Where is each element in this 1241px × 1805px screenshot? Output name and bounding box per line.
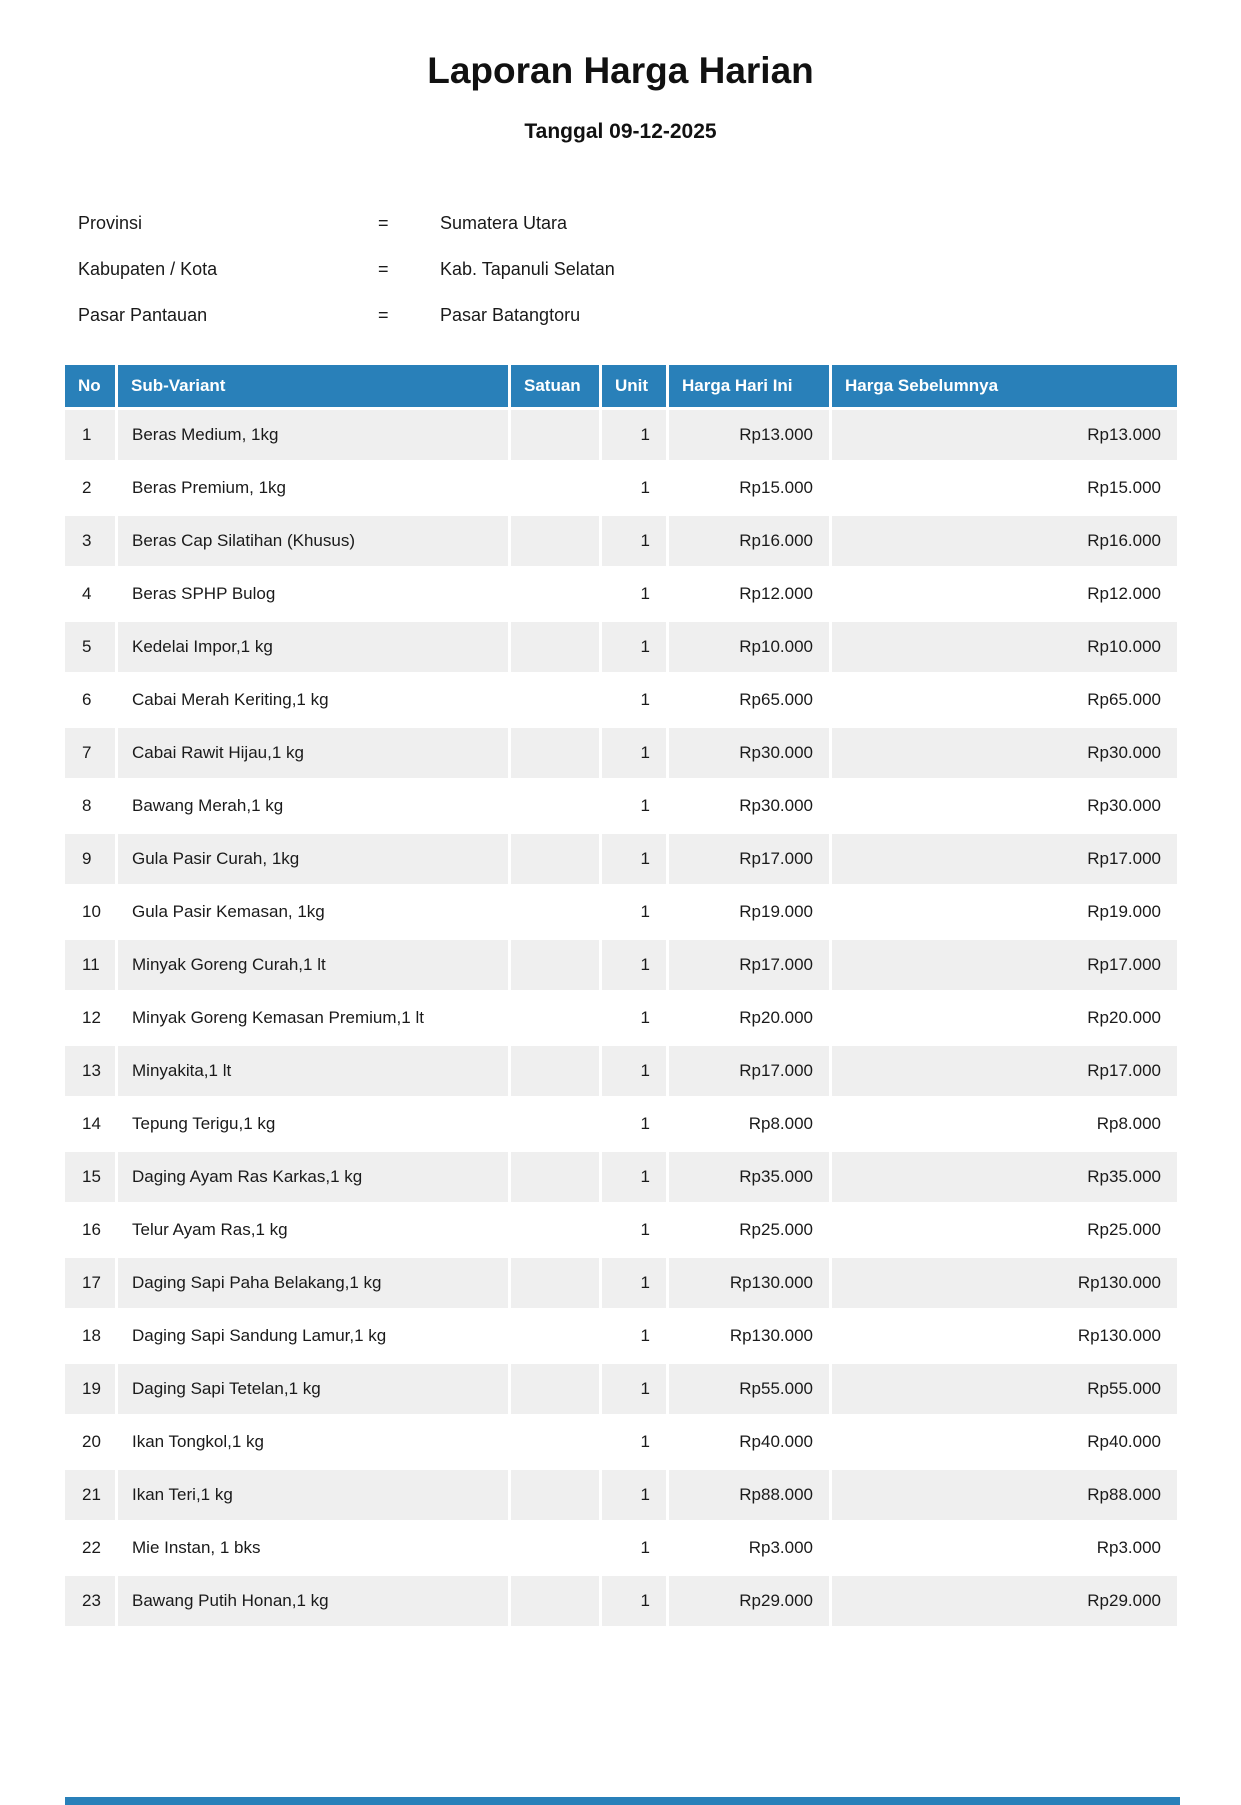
unit-cell: 1 [602,1311,666,1361]
harga-hari-ini-cell: Rp17.000 [669,1046,829,1096]
harga-sebelumnya-cell: Rp40.000 [832,1417,1177,1467]
row-number-cell: 6 [65,675,115,725]
meta-row-pasar [78,292,1241,338]
table-row [65,1099,1177,1149]
satuan-cell [511,1523,599,1573]
harga-sebelumnya-cell: Rp130.000 [832,1258,1177,1308]
row-number-cell: 23 [65,1576,115,1626]
harga-sebelumnya-cell: Rp65.000 [832,675,1177,725]
satuan-cell [511,940,599,990]
harga-sebelumnya-cell: Rp35.000 [832,1152,1177,1202]
harga-sebelumnya-cell: Rp8.000 [832,1099,1177,1149]
harga-hari-ini-cell: Rp16.000 [669,516,829,566]
harga-hari-ini-cell: Rp19.000 [669,887,829,937]
column-header-satuan: Satuan [511,365,599,407]
row-number-cell: 20 [65,1417,115,1467]
sub-variant-cell: Cabai Merah Keriting,1 kg [118,675,508,725]
report-meta [78,200,1241,338]
harga-hari-ini-cell: Rp17.000 [669,940,829,990]
column-header-sub-variant: Sub-Variant [118,365,508,407]
meta-value: Kab. Tapanuli Selatan [440,258,615,279]
table-row [65,463,1177,513]
unit-cell: 1 [602,622,666,672]
row-number-cell: 14 [65,1099,115,1149]
table-header-row [65,365,1177,407]
table-row [65,940,1177,990]
page-title: Laporan Harga Harian [427,50,814,91]
row-number-cell: 17 [65,1258,115,1308]
harga-sebelumnya-cell: Rp29.000 [832,1576,1177,1626]
next-page-table-header-strip [65,1797,1180,1805]
row-number-cell: 22 [65,1523,115,1573]
row-number-cell: 4 [65,569,115,619]
satuan-cell [511,516,599,566]
harga-sebelumnya-cell: Rp30.000 [832,728,1177,778]
satuan-cell [511,781,599,831]
equals-sign: = [378,258,389,279]
sub-variant-cell: Beras Cap Silatihan (Khusus) [118,516,508,566]
harga-sebelumnya-cell: Rp12.000 [832,569,1177,619]
harga-hari-ini-cell: Rp30.000 [669,728,829,778]
satuan-cell [511,1417,599,1467]
harga-hari-ini-cell: Rp30.000 [669,781,829,831]
column-header-harga-sebelumnya: Harga Sebelumnya [832,365,1177,407]
harga-hari-ini-cell: Rp55.000 [669,1364,829,1414]
harga-sebelumnya-cell: Rp17.000 [832,940,1177,990]
harga-hari-ini-cell: Rp130.000 [669,1258,829,1308]
harga-hari-ini-cell: Rp25.000 [669,1205,829,1255]
price-table-body [65,410,1177,1626]
unit-cell: 1 [602,1258,666,1308]
satuan-cell [511,1046,599,1096]
row-number-cell: 12 [65,993,115,1043]
meta-label: Pasar Pantauan [78,304,208,325]
harga-sebelumnya-cell: Rp16.000 [832,516,1177,566]
sub-variant-cell: Bawang Merah,1 kg [118,781,508,831]
row-number-cell: 19 [65,1364,115,1414]
unit-cell: 1 [602,410,666,460]
sub-variant-cell: Beras SPHP Bulog [118,569,508,619]
harga-sebelumnya-cell: Rp20.000 [832,993,1177,1043]
table-row [65,622,1177,672]
table-row [65,569,1177,619]
table-row [65,1417,1177,1467]
unit-cell: 1 [602,1364,666,1414]
harga-hari-ini-cell: Rp12.000 [669,569,829,619]
harga-hari-ini-cell: Rp20.000 [669,993,829,1043]
satuan-cell [511,728,599,778]
harga-sebelumnya-cell: Rp17.000 [832,834,1177,884]
equals-sign: = [378,212,389,233]
column-header-no: No [65,365,115,407]
table-row [65,1205,1177,1255]
table-row [65,410,1177,460]
satuan-cell [511,675,599,725]
sub-variant-cell: Gula Pasir Curah, 1kg [118,834,508,884]
table-row [65,1523,1177,1573]
sub-variant-cell: Gula Pasir Kemasan, 1kg [118,887,508,937]
table-row [65,834,1177,884]
row-number-cell: 21 [65,1470,115,1520]
harga-hari-ini-cell: Rp13.000 [669,410,829,460]
unit-cell: 1 [602,1205,666,1255]
row-number-cell: 5 [65,622,115,672]
sub-variant-cell: Beras Premium, 1kg [118,463,508,513]
harga-sebelumnya-cell: Rp19.000 [832,887,1177,937]
sub-variant-cell: Cabai Rawit Hijau,1 kg [118,728,508,778]
unit-cell: 1 [602,781,666,831]
unit-cell: 1 [602,887,666,937]
unit-cell: 1 [602,1523,666,1573]
sub-variant-cell: Minyakita,1 lt [118,1046,508,1096]
sub-variant-cell: Mie Instan, 1 bks [118,1523,508,1573]
meta-label: Kabupaten / Kota [78,258,218,279]
sub-variant-cell: Minyak Goreng Kemasan Premium,1 lt [118,993,508,1043]
satuan-cell [511,410,599,460]
satuan-cell [511,622,599,672]
satuan-cell [511,1258,599,1308]
equals-sign: = [378,304,389,325]
sub-variant-cell: Daging Sapi Tetelan,1 kg [118,1364,508,1414]
sub-variant-cell: Telur Ayam Ras,1 kg [118,1205,508,1255]
sub-variant-cell: Bawang Putih Honan,1 kg [118,1576,508,1626]
unit-cell: 1 [602,1470,666,1520]
unit-cell: 1 [602,516,666,566]
table-row [65,1470,1177,1520]
sub-variant-cell: Minyak Goreng Curah,1 lt [118,940,508,990]
unit-cell: 1 [602,463,666,513]
satuan-cell [511,1152,599,1202]
harga-hari-ini-cell: Rp88.000 [669,1470,829,1520]
column-header-unit: Unit [602,365,666,407]
satuan-cell [511,1311,599,1361]
unit-cell: 1 [602,1576,666,1626]
unit-cell: 1 [602,728,666,778]
column-header-harga-hari-ini: Harga Hari Ini [669,365,829,407]
harga-hari-ini-cell: Rp8.000 [669,1099,829,1149]
unit-cell: 1 [602,675,666,725]
row-number-cell: 8 [65,781,115,831]
table-row [65,781,1177,831]
harga-sebelumnya-cell: Rp3.000 [832,1523,1177,1573]
sub-variant-cell: Daging Ayam Ras Karkas,1 kg [118,1152,508,1202]
harga-hari-ini-cell: Rp10.000 [669,622,829,672]
unit-cell: 1 [602,1099,666,1149]
unit-cell: 1 [602,1046,666,1096]
harga-hari-ini-cell: Rp15.000 [669,463,829,513]
table-row [65,1576,1177,1626]
table-row [65,1311,1177,1361]
meta-row-kabupaten [78,246,1241,292]
satuan-cell [511,834,599,884]
sub-variant-cell: Tepung Terigu,1 kg [118,1099,508,1149]
row-number-cell: 3 [65,516,115,566]
sub-variant-cell: Daging Sapi Paha Belakang,1 kg [118,1258,508,1308]
meta-row-provinsi [78,200,1241,246]
harga-sebelumnya-cell: Rp88.000 [832,1470,1177,1520]
harga-sebelumnya-cell: Rp13.000 [832,410,1177,460]
harga-sebelumnya-cell: Rp17.000 [832,1046,1177,1096]
table-row [65,1364,1177,1414]
row-number-cell: 18 [65,1311,115,1361]
harga-hari-ini-cell: Rp17.000 [669,834,829,884]
row-number-cell: 2 [65,463,115,513]
satuan-cell [511,1576,599,1626]
sub-variant-cell: Beras Medium, 1kg [118,410,508,460]
table-row [65,1046,1177,1096]
sub-variant-cell: Ikan Tongkol,1 kg [118,1417,508,1467]
satuan-cell [511,1470,599,1520]
row-number-cell: 15 [65,1152,115,1202]
meta-label: Provinsi [78,212,143,233]
satuan-cell [511,993,599,1043]
sub-variant-cell: Kedelai Impor,1 kg [118,622,508,672]
harga-hari-ini-cell: Rp29.000 [669,1576,829,1626]
meta-value: Pasar Batangtoru [440,304,581,325]
unit-cell: 1 [602,569,666,619]
harga-hari-ini-cell: Rp3.000 [669,1523,829,1573]
sub-variant-cell: Ikan Teri,1 kg [118,1470,508,1520]
unit-cell: 1 [602,993,666,1043]
harga-sebelumnya-cell: Rp30.000 [832,781,1177,831]
harga-sebelumnya-cell: Rp130.000 [832,1311,1177,1361]
satuan-cell [511,887,599,937]
harga-hari-ini-cell: Rp40.000 [669,1417,829,1467]
row-number-cell: 7 [65,728,115,778]
satuan-cell [511,1364,599,1414]
harga-sebelumnya-cell: Rp10.000 [832,622,1177,672]
harga-hari-ini-cell: Rp65.000 [669,675,829,725]
table-row [65,887,1177,937]
unit-cell: 1 [602,834,666,884]
harga-sebelumnya-cell: Rp15.000 [832,463,1177,513]
row-number-cell: 13 [65,1046,115,1096]
table-row [65,675,1177,725]
report-date: Tanggal 09-12-2025 [524,120,717,143]
row-number-cell: 11 [65,940,115,990]
table-row [65,993,1177,1043]
satuan-cell [511,569,599,619]
price-table [62,362,1180,1629]
harga-sebelumnya-cell: Rp55.000 [832,1364,1177,1414]
harga-hari-ini-cell: Rp35.000 [669,1152,829,1202]
harga-hari-ini-cell: Rp130.000 [669,1311,829,1361]
table-row [65,516,1177,566]
satuan-cell [511,463,599,513]
satuan-cell [511,1205,599,1255]
meta-value: Sumatera Utara [440,212,568,233]
table-row [65,1258,1177,1308]
harga-sebelumnya-cell: Rp25.000 [832,1205,1177,1255]
sub-variant-cell: Daging Sapi Sandung Lamur,1 kg [118,1311,508,1361]
row-number-cell: 10 [65,887,115,937]
table-row [65,728,1177,778]
table-row [65,1152,1177,1202]
unit-cell: 1 [602,940,666,990]
row-number-cell: 9 [65,834,115,884]
unit-cell: 1 [602,1152,666,1202]
unit-cell: 1 [602,1417,666,1467]
row-number-cell: 1 [65,410,115,460]
row-number-cell: 16 [65,1205,115,1255]
satuan-cell [511,1099,599,1149]
